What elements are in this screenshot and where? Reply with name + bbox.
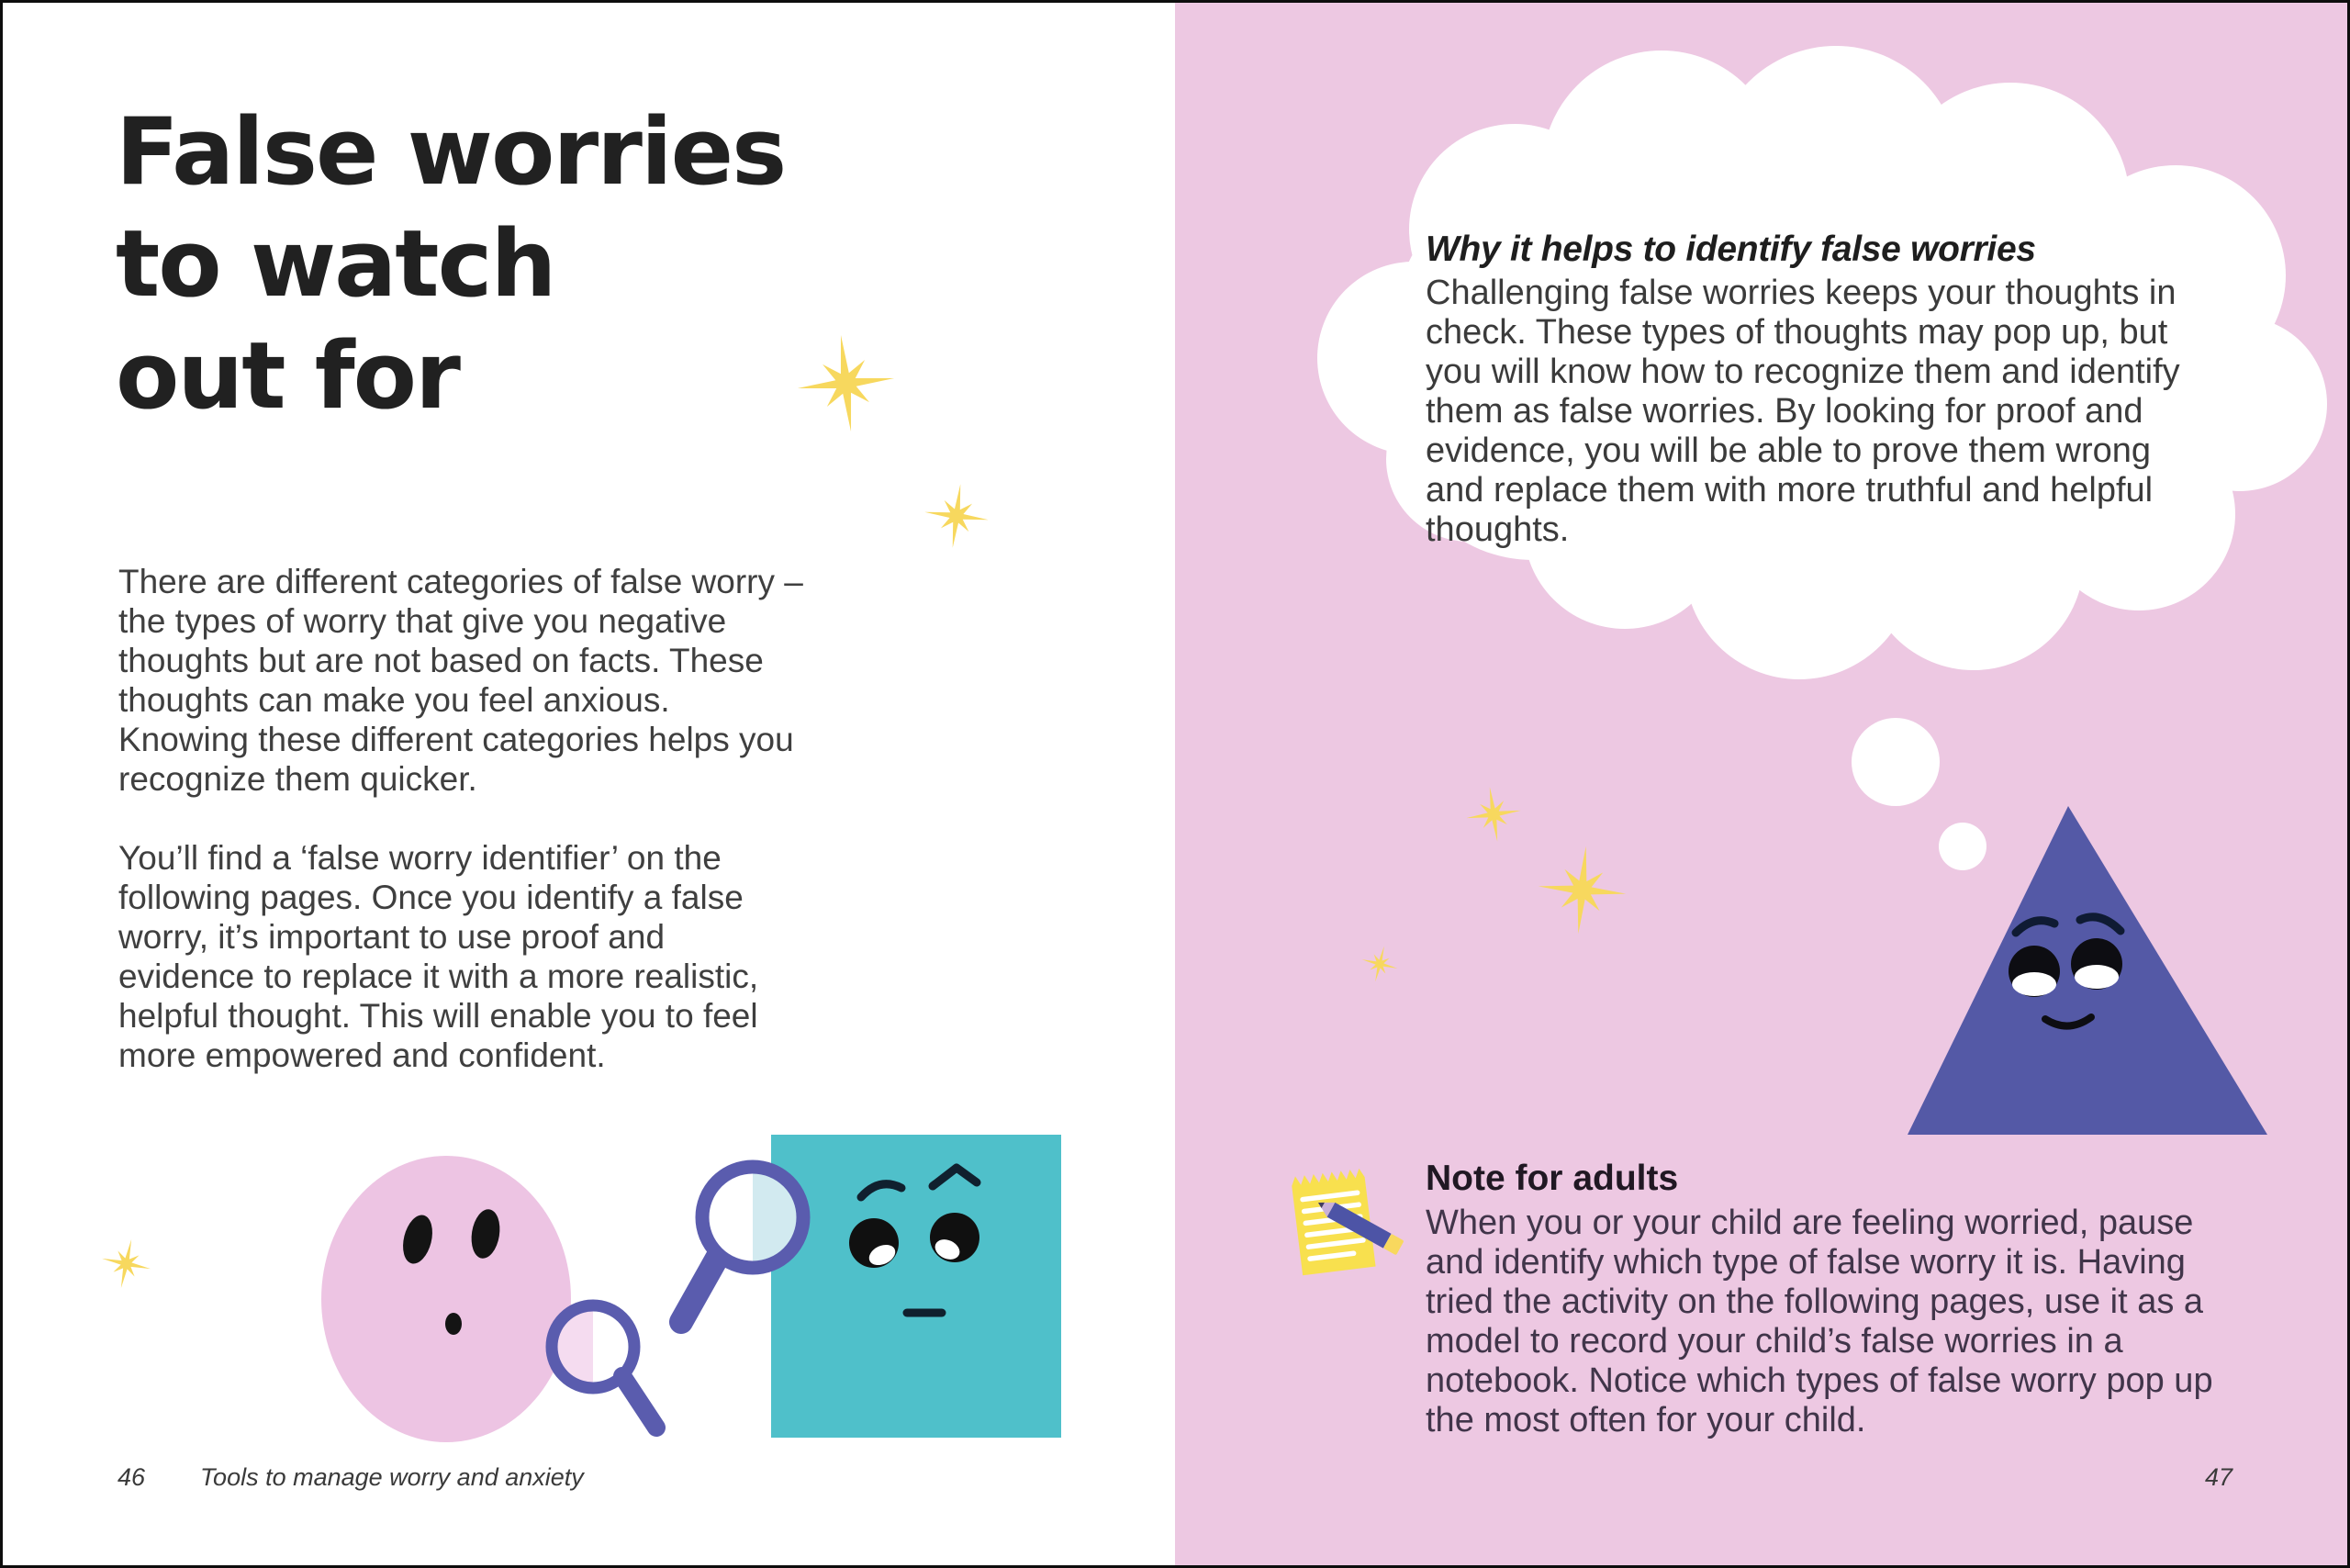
cloud-body: Challenging false worries keeps your thoughts in check. These types of thoughts may pop up, but you will know how to recognize them and identify them as false worries. By looking for proof and evidence, you will be able to prove them wrong and replace them with more truthful and helpful thoughts. (1426, 274, 2180, 549)
intro-paragraph-2: You’ll find a ‘false worry identifier’ on the following pages. Once you identify a false worry, it’s important to use proof and evidence to replace it with a more realistic, helpful thought. This will enable you to feel more empowered and confident. (118, 839, 759, 1074)
notepad-pencil-icon (1283, 1155, 1407, 1288)
page-title-line: to watch (116, 209, 555, 318)
right-footer (2205, 1463, 2232, 1492)
triangle-character (1900, 797, 2277, 1142)
sparkle-icon (913, 473, 1000, 559)
page-number: 46 (118, 1463, 146, 1491)
sparkle-icon (91, 1228, 162, 1299)
note-heading: Note for adults (1426, 1159, 1679, 1198)
sparkle-icon (782, 319, 911, 448)
mouth (445, 1313, 462, 1335)
right-page (1175, 0, 2350, 1568)
note-for-adults-block (1426, 1159, 2256, 1440)
cloud-text-block (1426, 229, 2195, 550)
teal-square-character (771, 1135, 1061, 1438)
page-title-line: False worries (116, 97, 786, 206)
thought-trail-bubble (1852, 718, 1940, 806)
note-body: When you or your child are feeling worried, pause and identify which type of false worry it is. Having tried the activity on the following pages, use it as a model to record your child’s false worries in a notebook. Notice which types of false worry pop up the most often for your child. (1426, 1204, 2213, 1439)
sparkle-icon (1456, 777, 1530, 851)
cloud-heading: Why it helps to identify false worries (1426, 230, 2036, 269)
intro-text (118, 562, 809, 1075)
page-title (116, 95, 785, 431)
intro-paragraph-1: There are different categories of false worry – the types of worry that give you negative thoughts but are not based on facts. These thoughts can make you feel anxious. Knowing these different categories helps you recognize them quicker. (118, 563, 803, 798)
sparkle-icon (1353, 937, 1406, 991)
left-footer (118, 1463, 584, 1492)
page-title-line: out for (116, 321, 459, 430)
section-title: Tools to manage worry and anxiety (200, 1463, 584, 1491)
sparkle-icon (1525, 833, 1639, 947)
page-number: 47 (2205, 1463, 2233, 1491)
pink-circle-character (321, 1156, 571, 1442)
characters-scene (312, 1129, 1074, 1460)
small-magnifier-icon (552, 1305, 656, 1428)
